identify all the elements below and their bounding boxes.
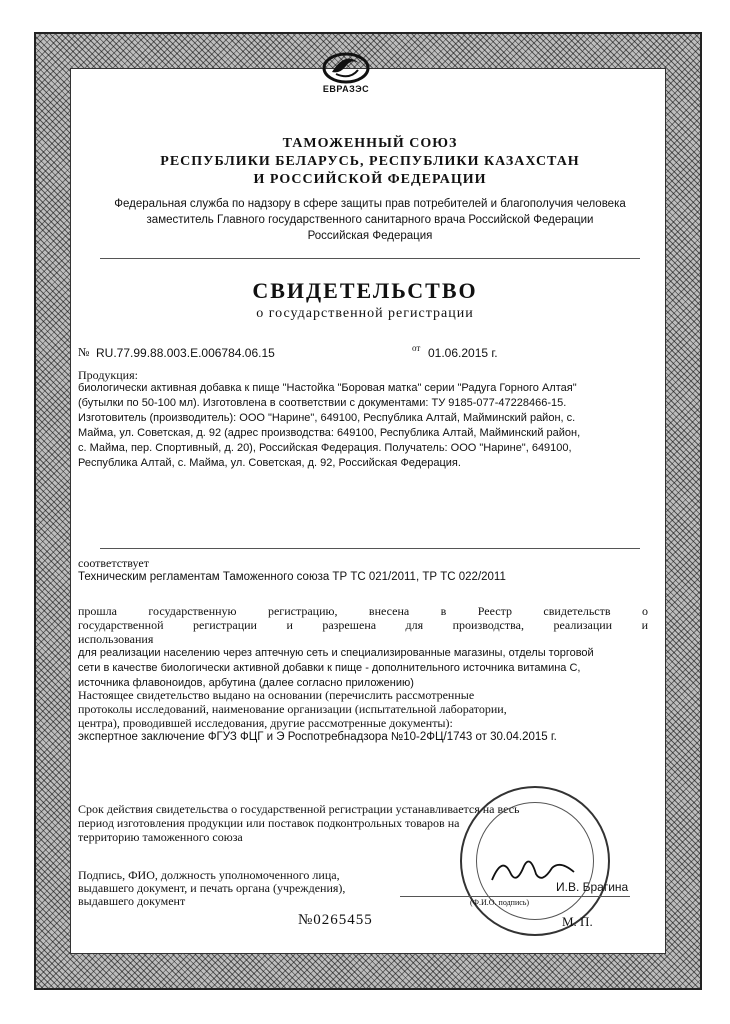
product-line: (бутылки по 50-100 мл). Изготовлена в соответствии с документами: ТУ 9185-077-47228466-15.	[78, 397, 567, 409]
number-label: №	[78, 345, 90, 359]
union-line-1: ТАМОЖЕННЫЙ СОЮЗ	[282, 136, 458, 151]
union-line-3: И РОССИЙСКОЙ ФЕДЕРАЦИИ	[253, 172, 487, 187]
signer-underline	[400, 896, 630, 897]
registry-line: государственной регистрации и разрешена для производства, реализации и	[78, 618, 648, 632]
registration-number: RU.77.99.88.003.E.006784.06.15	[96, 346, 275, 360]
validity-line: Срок действия свидетельства о государственной регистрации устанавливается на весь	[78, 802, 520, 816]
agency-line-1: Федеральная служба по надзору в сфере защиты прав потребителей и благополучия человека	[114, 198, 626, 210]
usage-line: сети в качестве биологически активной добавки к пище - дополнительного источника витамина С,	[78, 662, 581, 674]
product-line: с. Майма, пер. Спортивный, д. 20), Российская Федерация. Получатель: ООО "Нарине", 649100,	[78, 442, 572, 454]
validity-line: период изготовления продукции или поставок подконтрольных товаров на	[78, 816, 460, 830]
agency-line-2: заместитель Главного государственного санитарного врача Российской Федерации	[146, 214, 594, 226]
signature-caption-line: выдавшего документ, и печать органа (учреждения),	[78, 881, 346, 895]
product-line: Республика Алтай, с. Майма, ул. Советская, д. 92, Российская Федерация.	[78, 457, 461, 469]
issuer-underline	[100, 258, 640, 259]
conformity-label: соответствует	[78, 556, 149, 570]
validity-line: территорию таможенного союза	[78, 830, 243, 844]
product-label: Продукция:	[78, 368, 138, 382]
mp-mark: М. П.	[562, 914, 593, 929]
agency-line-3: Российская Федерация	[307, 230, 433, 242]
product-line: биологически активная добавка к пище "Настойка "Боровая матка" серии "Радуга Горного Алтая"	[78, 382, 577, 394]
signature-caption-line: выдавшего документ	[78, 894, 186, 908]
basis-line: центра), проводившей исследования, другие рассмотренные документы):	[78, 716, 453, 730]
registry-line: использования	[78, 632, 154, 646]
date-prefix: от	[412, 343, 421, 353]
signature-caption-line: Подпись, ФИО, должность уполномоченного лица,	[78, 868, 340, 882]
signer-name: И.В. Брагина	[556, 880, 629, 894]
basis-line: Настоящее свидетельство выдано на основании (перечислить рассмотренные	[78, 688, 475, 702]
product-line: Изготовитель (производитель): ООО "Нарине", 649100, Республика Алтай, Майминский район, с.	[78, 412, 576, 424]
conformity-text: Техническим регламентам Таможенного союза ТР ТС 021/2011, ТР ТС 022/2011	[78, 571, 506, 583]
emblem-label: ЕВРАЗЭС	[306, 84, 386, 94]
product-underline	[100, 548, 640, 549]
usage-line: для реализации населению через аптечную сеть и специализированные магазины, отделы торговой	[78, 647, 594, 659]
usage-line: источника флавоноидов, арбутина (далее согласно приложению)	[78, 677, 414, 689]
serial-number: №0265455	[298, 912, 373, 928]
union-line-2: РЕСПУБЛИКИ БЕЛАРУСЬ, РЕСПУБЛИКИ КАЗАХСТАН	[160, 154, 580, 169]
basis-document: экспертное заключение ФГУЗ ФЦГ и Э Роспотребнадзора №10-2ФЦ/1743 от 30.04.2015 г.	[78, 731, 557, 743]
fio-caption: (Ф.И.О. подпись)	[470, 898, 530, 907]
product-line: Майма, ул. Советская, д. 92 (адрес производства: 649100, Республика Алтай, Майминский район,	[78, 427, 581, 439]
registration-date: 01.06.2015 г.	[428, 346, 498, 360]
basis-line: протоколы исследований, наименование организации (испытательной лаборатории,	[78, 702, 507, 716]
document-subtitle: о государственной регистрации	[256, 306, 474, 321]
document-title: СВИДЕТЕЛЬСТВО	[252, 278, 478, 303]
registry-line: прошла государственную регистрацию, внесена в Реестр свидетельств о	[78, 604, 648, 618]
